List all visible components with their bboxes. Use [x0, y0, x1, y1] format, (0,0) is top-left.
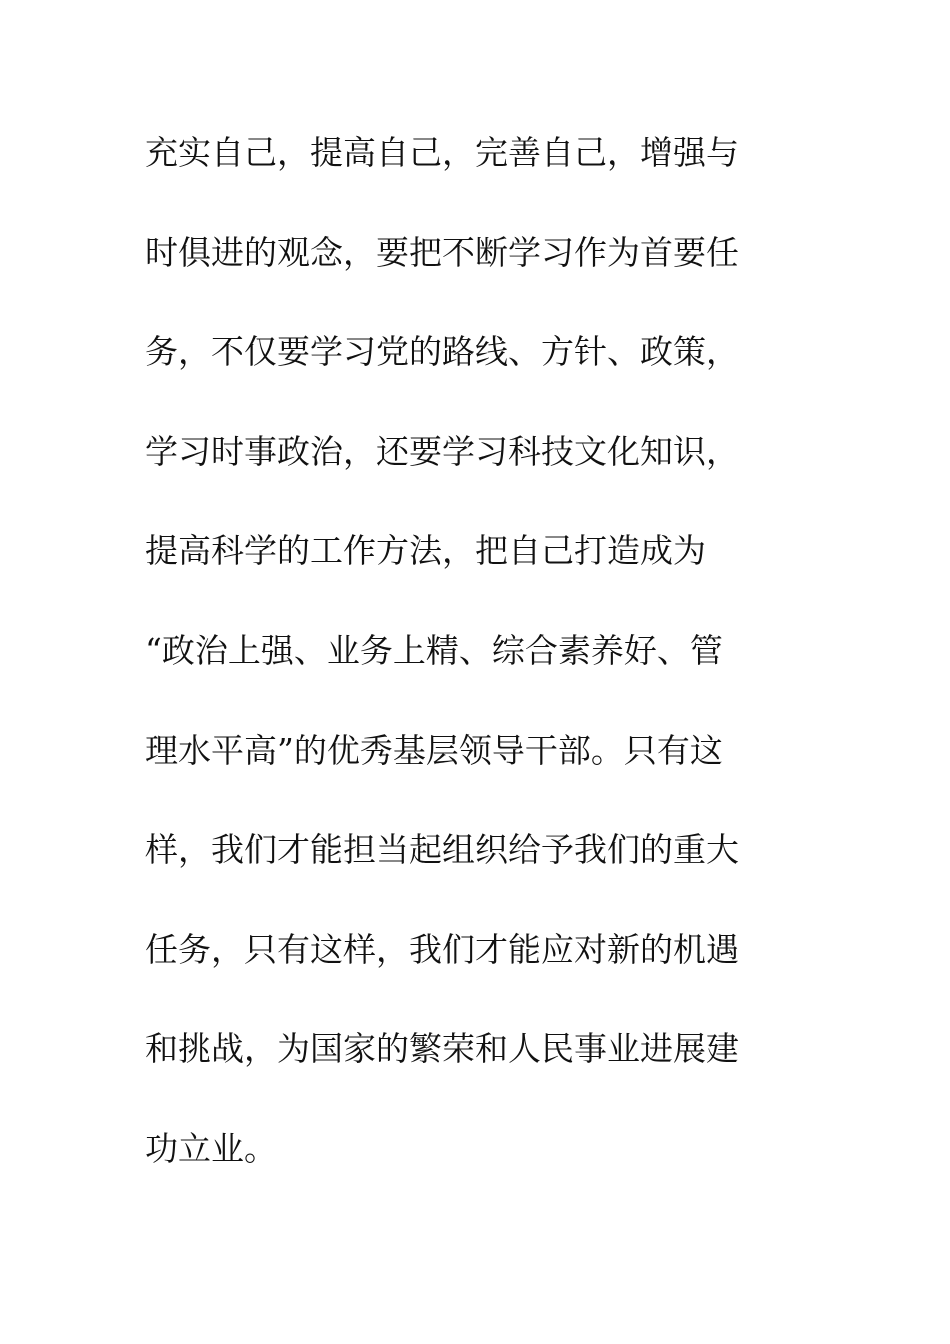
text-line: 样，我们才能担当起组织给予我们的重大 — [145, 830, 739, 870]
text-line: 提高科学的工作方法，把自己打造成为 — [145, 531, 706, 571]
text-line: 充实自己，提高自己，完善自己，增强与 — [145, 133, 739, 172]
text-line: 务，不仅要学习党的路线、方针、政策， — [145, 332, 739, 372]
text-line: 理水平高”的优秀基层领导干部。只有这 — [145, 730, 723, 770]
text-line: “政治上强、业务上精、综合素养好、管 — [145, 630, 723, 670]
text-line: 功立业。 — [145, 1128, 277, 1168]
text-line: 和挑战，为国家的繁荣和人民事业进展建 — [145, 1029, 739, 1069]
text-line: 任务，只有这样，我们才能应对新的机遇 — [145, 929, 739, 969]
text-line: 时俱进的观念，要把不断学习作为首要任 — [145, 232, 739, 272]
body-paragraph — [145, 123, 805, 1219]
text-line: 学习时事政治，还要学习科技文化知识， — [145, 431, 739, 471]
